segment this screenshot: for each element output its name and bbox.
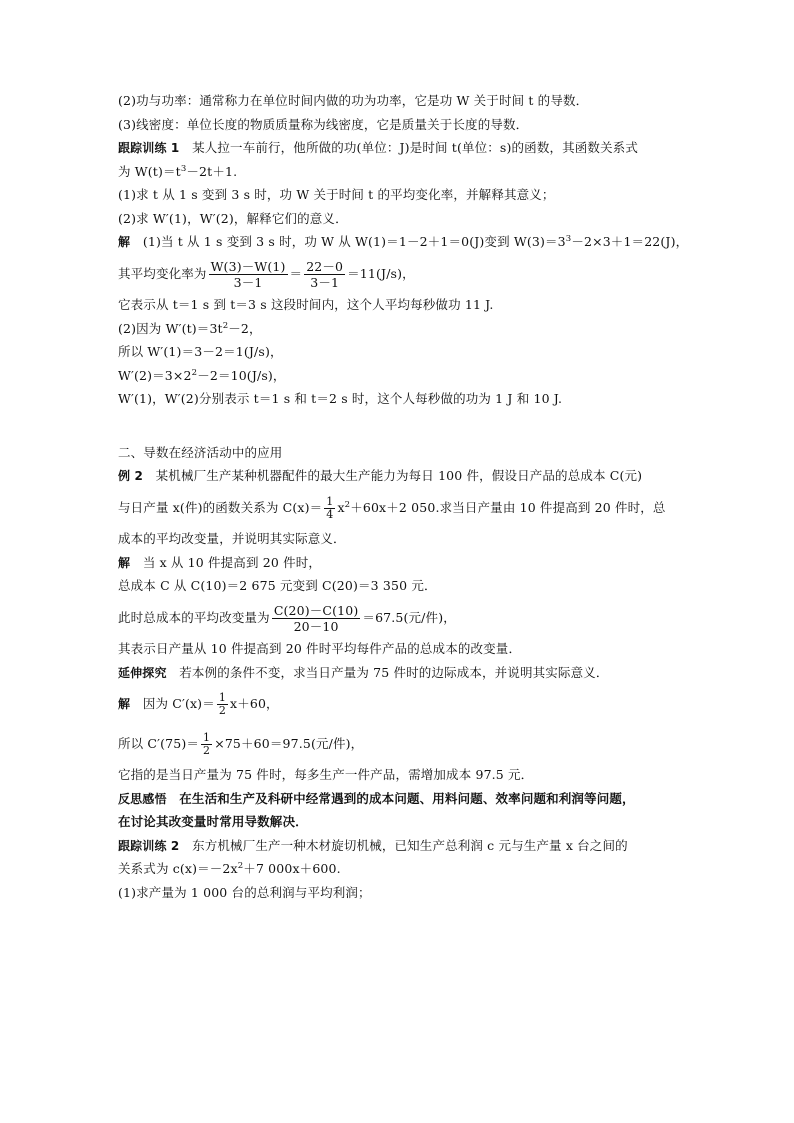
question-1: (1)求 t 从 1 s 变到 3 s 时，功 W 关于时间 t 的平均变化率，并解释其意义； [118,187,555,202]
solution-1-derivative [118,320,686,338]
solution-text: －2， [228,320,262,336]
example-2-line-1 [118,467,686,485]
power-definition: (2)功与功率：通常称力在单位时间内做的功为功率，它是功 W 关于时间 t 的导数． [118,93,589,108]
solution-text: x＋60， [230,696,279,711]
solution-text: W′(2)＝3×2 [118,367,192,383]
example-text: 成本的平均改变量，并说明其实际意义． [118,531,346,546]
solution-text: 所以 W′(1)＝3－2＝1(J/s)， [118,344,283,359]
fraction-denominator: 3－1 [233,274,263,290]
example-text: x [337,499,345,515]
reflection-text: 在生活和生产及科研中经常遇到的成本问题、用料问题、效率问题和利润等问题， [179,790,635,806]
solution-text: ×75＋60＝97.5(元/件)， [214,735,364,751]
example-2-line-2 [118,491,686,525]
section-2-title [118,444,686,462]
practice-2-header [118,837,686,855]
example-text: 与日产量 x(件)的函数关系为 C(x)＝ [118,499,323,515]
question-2: (2)求 W′(1)，W′(2)，解释它们的意义． [118,210,348,226]
density-definition: (3)线密度：单位长度的物质质量称为线密度，它是质量关于长度的导数． [118,116,529,132]
reflection-label: 反思感悟 [118,791,167,806]
extension-solution-3 [118,766,686,784]
solution-text: 它表示从 t＝1 s 到 t＝3 s 这段时间内，这个人平均每秒做功 11 J. [118,297,494,312]
exponent: 3 [180,163,187,174]
fraction-numerator: 22－0 [306,258,344,274]
example-2-solution-2 [118,577,686,595]
practice-1-q2 [118,210,686,228]
text-line-power [118,92,686,110]
practice-2-q1 [118,884,686,902]
formula-part: －2t＋1. [186,163,238,179]
solution-text: －2×3＋1＝22(J)， [571,234,689,249]
section-title: 二、导数在经济活动中的应用 [118,444,283,460]
fraction-denominator: 4 [326,507,334,521]
practice-2-label: 跟踪训练 2 [118,838,180,853]
fraction-numerator: 1 [326,494,334,508]
document-page [118,92,689,907]
solution-label: 解 [118,235,131,249]
exponent: 3 [565,234,572,244]
spacer [118,414,686,444]
example-2-solution-4 [118,640,686,658]
solution-label: 解 [118,555,131,570]
example-2-solution-1 [118,554,686,572]
exponent: 2 [222,320,229,331]
reflection-text: 在讨论其改变量时常用导数解决． [118,814,308,829]
exponent: 2 [344,499,351,510]
text-line-density [118,116,686,134]
fraction-denominator: 3－1 [310,274,340,290]
solution-1-w2 [118,367,686,385]
solution-1-rate [118,257,686,291]
solution-text: －2＝10(J/s)， [197,367,286,383]
solution-1-w1 [118,343,686,361]
solution-label: 解 [118,697,131,711]
solution-text: (2)因为 W′(t)＝3t [118,320,223,336]
solution-1-meaning [118,296,686,314]
fraction [272,603,361,634]
fraction-numerator: 1 [218,691,226,704]
solution-text: 其表示日产量从 10 件提高到 20 件时平均每件产品的总成本的改变量． [118,641,522,656]
solution-text: 所以 C′(75)＝ [118,735,200,751]
reflection-line-1 [118,790,686,808]
solution-text: ＝67.5(元/件)， [362,609,456,625]
solution-text: 因为 C′(x)＝ [142,696,215,711]
solution-text: 此时总成本的平均改变量为 [118,609,270,625]
extension-solution-1 [118,687,686,721]
solution-text: 当 x 从 10 件提高到 20 件时， [142,554,322,570]
practice-1-q1 [118,186,686,204]
formula-part: 关系式为 c(x)＝－2x [118,861,238,876]
example-2-solution-3 [118,601,686,635]
solution-text: 其平均变化率为 [118,265,207,281]
exponent: 2 [191,367,198,378]
example-2-line-3 [118,530,686,548]
fraction [217,692,228,717]
example-text: 某机械厂生产某种机器配件的最大生产能力为每日 100 件，假设日产品的总成本 C(元) [155,468,643,483]
example-text: ＋60x＋2 050.求当日产量由 10 件提高到 20 件时，总 [350,499,666,515]
solution-1-line-1 [118,233,689,251]
solution-text: W′(1)，W′(2)分别表示 t＝1 s 和 t＝2 s 时，这个人每秒做的功为 1 J 和 10 J. [118,391,563,406]
exponent: 2 [237,861,244,871]
extension-label: 延伸探究 [118,665,167,680]
solution-text: 它指的是当日产量为 75 件时，每多生产一件产品，需增加成本 97.5 元． [118,767,534,782]
solution-text: (1)当 t 从 1 s 变到 3 s 时，功 W 从 W(1)＝1－2＋1＝0(J)变到 W(3)＝3 [142,234,566,249]
formula-part: ＋7 000x＋600. [243,861,341,876]
extension-text: 若本例的条件不变，求当日产量为 75 件时的边际成本，并说明其实际意义． [179,664,609,680]
practice-2-text: 东方机械厂生产一种木材旋切机械，已知生产总利润 c 元与生产量 x 台之间的 [192,837,628,853]
practice-1-header [118,139,686,157]
fraction-numerator: 1 [203,730,211,744]
fraction [304,259,345,290]
extension-solution-2 [118,727,686,761]
solution-text: ＝11(J/s)， [347,265,415,281]
fraction [201,732,212,757]
reflection-line-2 [118,813,686,831]
practice-1-label: 跟踪训练 1 [118,141,180,155]
question-1: (1)求产量为 1 000 台的总利润与平均利润； [118,884,371,900]
practice-2-formula [118,860,686,878]
fraction [209,259,288,290]
equals: ＝ [289,265,303,281]
practice-1-formula [118,163,686,181]
example-label: 例 2 [118,469,143,483]
formula-part: 为 W(t)＝t [118,163,181,179]
fraction [324,496,335,521]
extension-header [118,664,686,682]
fraction-denominator: 2 [203,743,211,757]
practice-1-text: 某人拉一车前行，他所做的功(单位：J)是时间 t(单位：s)的函数，其函数关系式 [192,140,639,155]
solution-1-conclusion [118,390,686,408]
fraction-denominator: 2 [218,704,226,717]
solution-text: 总成本 C 从 C(10)＝2 675 元变到 C(20)＝3 350 元． [118,578,437,593]
fraction-denominator: 20－10 [293,618,339,634]
fraction-numerator: C(20)－C(10) [273,602,359,618]
fraction-numerator: W(3)－W(1) [210,258,286,274]
